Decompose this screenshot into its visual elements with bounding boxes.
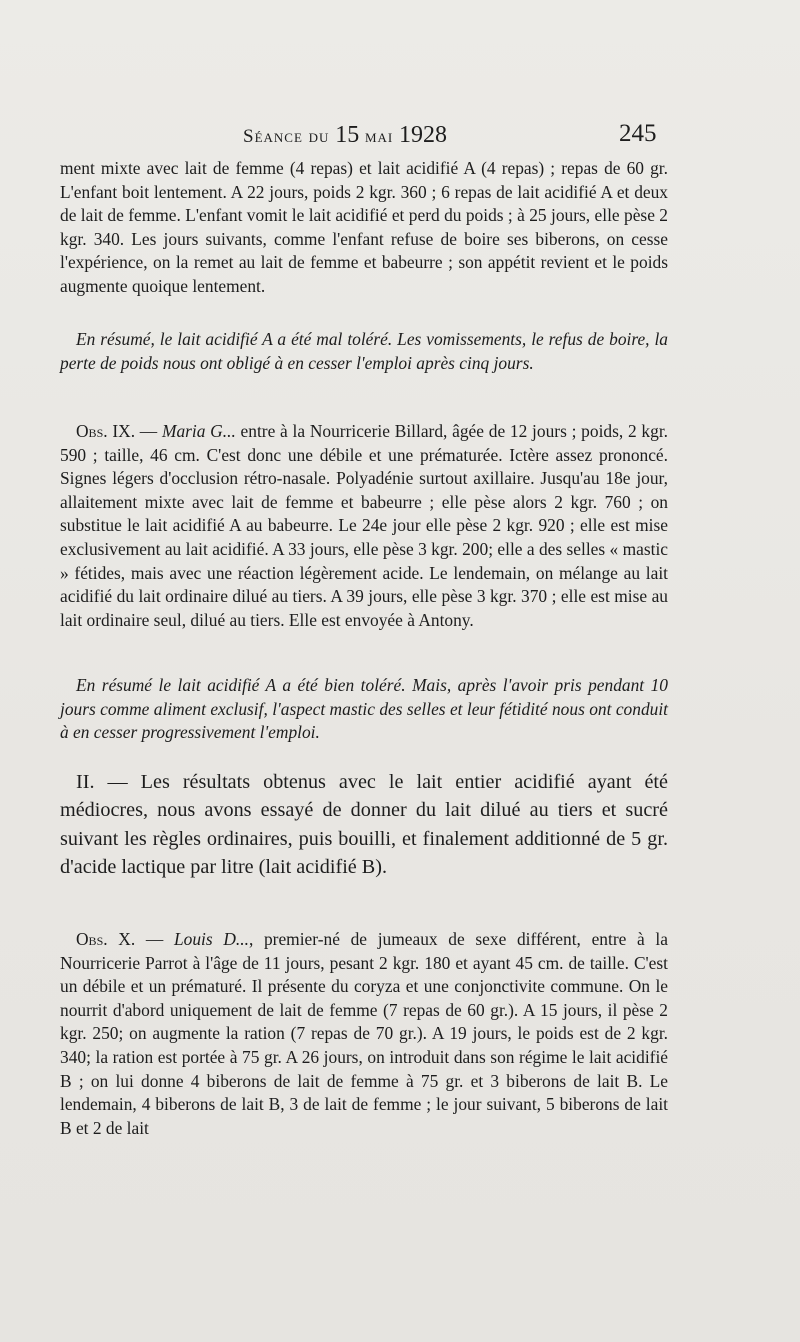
observation-x-text: , premier-né de jumeaux de sexe différent, entre à la Nourricerie Parrot à l'âge de 11 jours, pesant 2 kgr. 180 et ayant 45 cm. de taille. C'est un débile et un prématuré. Il présente du coryza et une conjonctivite commune. On le nourrit d'abord uniquement de lait de femme (7 repas de 60 gr.). A 15 jours, il pèse 2 kgr. 250; on augmente la ration (7 repas de 70 gr.). A 19 jours, le poids est de 2 kgr. 340; la ration est portée à 75 gr. A 26 jours, on introduit dans son régime le lait acidifié B ; on lui donne 4 biberons de lait de femme à 75 gr. et 3 biberons de lait B. Le lendemain, 4 biberons de lait B, 3 de lait de femme ; le jour suivant, 5 biberons de lait B et 2 de lait — [60, 929, 668, 1138]
running-head-part-a: Séance du — [243, 126, 336, 147]
page-header — [0, 120, 800, 152]
observation-x-dash: — — [135, 929, 174, 949]
running-head — [243, 122, 447, 149]
observation-ix-text: entre à la Nourricerie Billard, âgée de 12 jours ; poids, 2 kgr. 590 ; taille, 46 cm. C'est donc une débile et une prématurée. Ictère assez prononcé. Signes légers d'occlusion rétro-nasale. Polyadénie surtout axillaire. Jusqu'au 18e jour, allaitement mixte avec lait de femme et babeurre ; elle pèse alors 2 kgr. 760 ; on substitue le lait acidifié A au babeurre. Le 24e jour elle pèse 2 kgr. 920 ; elle est mise exclusivement au lait acidifié. A 33 jours, elle pèse 3 kgr. 200; elle a des selles « mastic » fétides, mais avec une réaction légèrement acide. Le lendemain, on mélange au lait acidifié du lait ordinaire dilué au tiers. A 39 jours, elle pèse 3 kgr. 370 ; elle est mise au lait ordinaire seul, dilué au tiers. Elle est envoyée à Antony. — [60, 421, 668, 630]
observation-x-label: Obs. X. — [76, 929, 136, 949]
running-head-day: 15 — [335, 122, 360, 148]
summary-paragraph-1: En résumé, le lait acidifié A a été mal toléré. Les vomissements, le refus de boire, la perte de poids nous ont obligé à en cesser l'emploi après cinq jours. — [60, 329, 668, 373]
summary-paragraph-2: En résumé le lait acidifié A a été bien toléré. Mais, après l'avoir pris pendant 10 jours comme aliment exclusif, l'aspect mastic des selles et leur fétidité nous ont conduit à en cesser progressivement l'emploi. — [60, 675, 668, 743]
page-number: 245 — [619, 120, 657, 147]
running-head-year: 1928 — [398, 122, 447, 148]
observation-ix-dash: — — [135, 421, 162, 441]
observation-x-patient: Louis D... — [173, 929, 249, 949]
observation-ix-patient: Maria G... — [161, 421, 236, 441]
section-ii-paragraph: II. — Les résultats obtenus avec le lait entier acidifié ayant été médiocres, nous avons essayé de donner du lait dilué au tiers et sucré suivant les règles ordinaires, puis bouilli, et finalement additionné de 5 gr. d'acide lactique par litre (lait acidifié B). — [60, 771, 668, 879]
running-head-part-b: mai — [359, 126, 399, 147]
paragraph-continuation: ment mixte avec lait de femme (4 repas) et lait acidifié A (4 repas) ; repas de 60 gr. L'enfant boit lentement. A 22 jours, poids 2 kgr. 360 ; 6 repas de lait acidifié A et deux de lait de femme. L'enfant vomit le lait acidifié et perd du poids ; à 25 jours, elle pèse 2 kgr. 340. Les jours suivants, comme l'enfant refuse de boire ses biberons, on cesse l'expérience, on la remet au lait de femme et babeurre ; son appétit revient et le poids augmente quoique lentement. — [60, 158, 668, 296]
observation-ix-label: Obs. IX. — [76, 421, 136, 441]
observation-x — [60, 928, 668, 1140]
observation-ix — [60, 420, 668, 632]
